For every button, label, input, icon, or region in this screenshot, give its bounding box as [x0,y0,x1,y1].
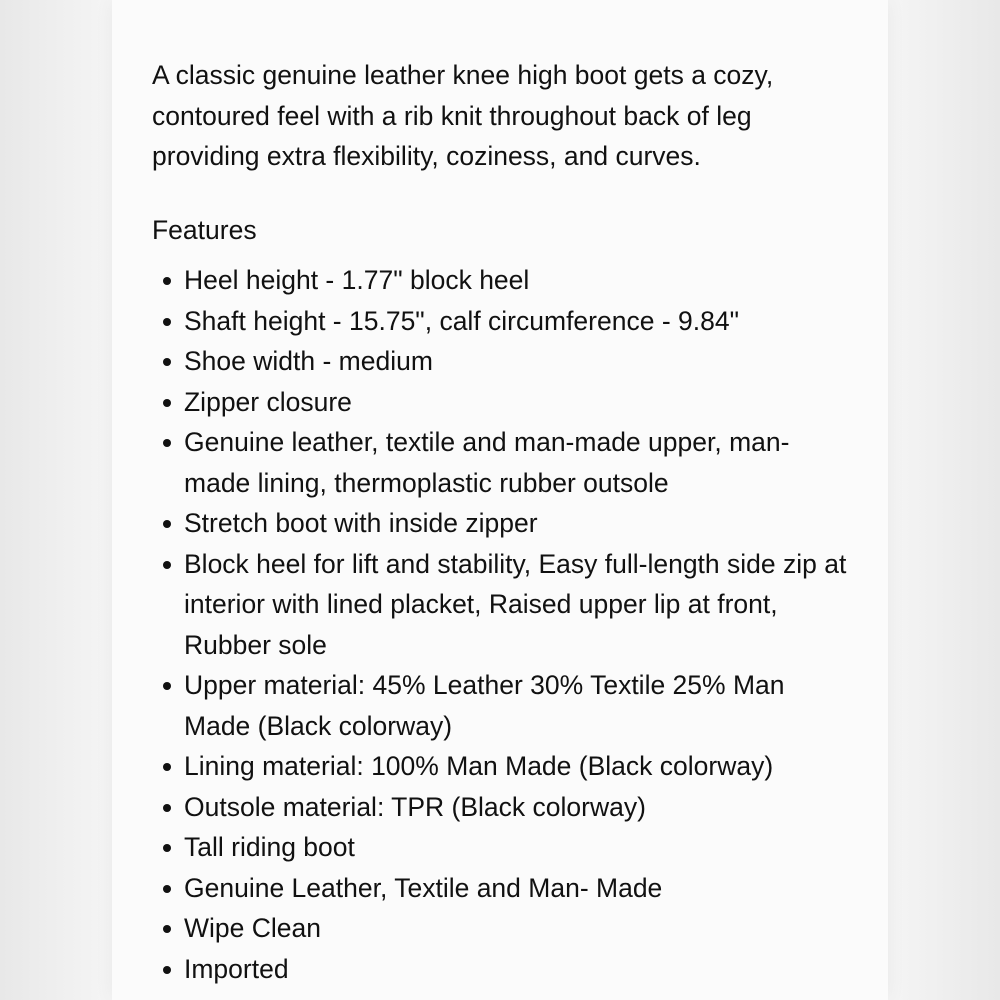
feature-item: Shoe width - medium [152,341,852,382]
feature-item: Shaft height - 15.75", calf circumference - 9.84" [152,301,852,342]
features-list [152,260,852,989]
feature-item: Zipper closure [152,382,852,423]
feature-item: Tall riding boot [152,827,852,868]
feature-item: Genuine Leather, Textile and Man- Made [152,868,852,909]
feature-item: Imported [152,949,852,990]
product-details-panel [112,0,888,1000]
product-description: A classic genuine leather knee high boot gets a cozy, contoured feel with a rib knit throughout back of leg providing extra flexibility, coziness, and curves. [152,60,774,171]
feature-item: Outsole material: TPR (Black colorway) [152,787,852,828]
features-heading: Features [152,214,257,245]
feature-item: Genuine leather, textile and man-made upper, man-made lining, thermoplastic rubber outsole [152,422,852,503]
feature-item: Upper material: 45% Leather 30% Textile 25% Man Made (Black colorway) [152,665,852,746]
product-details-content [152,55,852,989]
feature-item: Lining material: 100% Man Made (Black colorway) [152,746,852,787]
feature-item: Stretch boot with inside zipper [152,503,852,544]
feature-item: Heel height - 1.77" block heel [152,260,852,301]
feature-item: Wipe Clean [152,908,852,949]
feature-item: Block heel for lift and stability, Easy full-length side zip at interior with lined placket, Raised upper lip at front, Rubber sole [152,544,852,666]
